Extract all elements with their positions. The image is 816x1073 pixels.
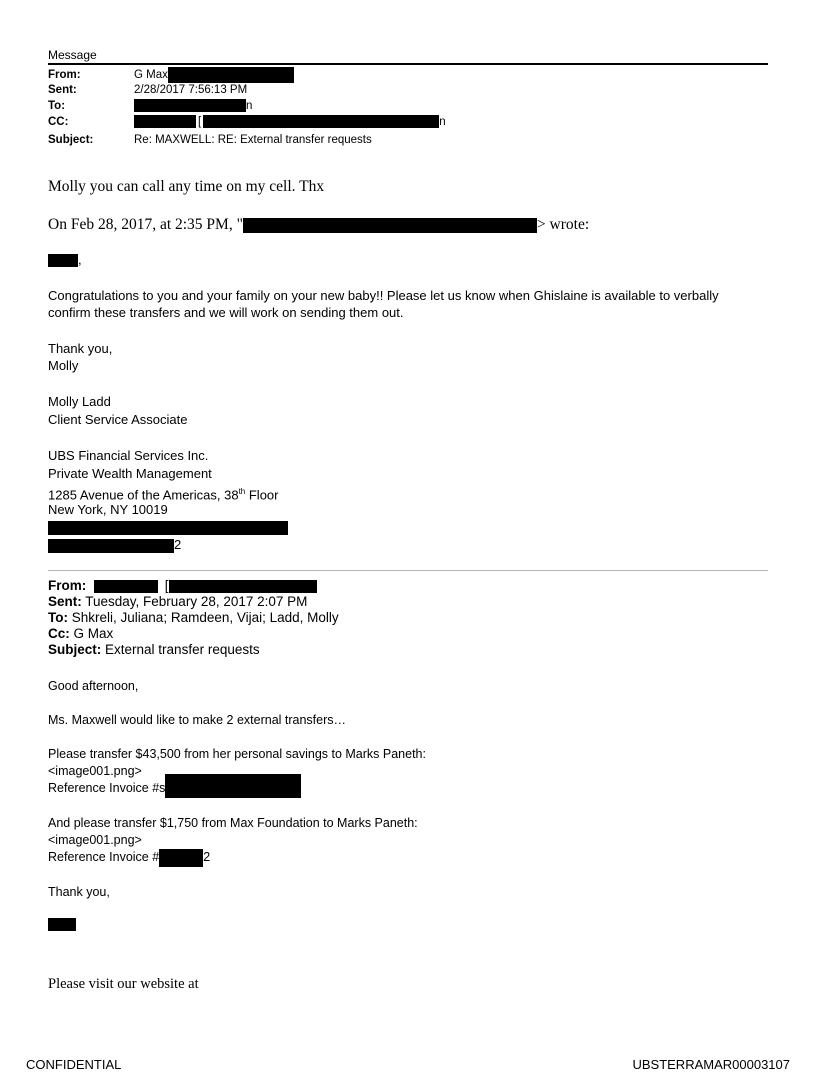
transfer-2-line: And please transfer $1,750 from Max Foundation to Marks Paneth: xyxy=(48,816,418,830)
header-to-row xyxy=(48,99,252,114)
redaction-reference-1 xyxy=(165,774,301,798)
signature-firm: UBS Financial Services Inc. xyxy=(48,448,209,463)
forward-to-value: Shkreli, Juliana; Ramdeen, Vijai; Ladd, Molly xyxy=(71,610,339,625)
forward-sent-key: Sent: xyxy=(48,594,82,609)
to-key: To: xyxy=(48,100,66,112)
reference-1-label: Reference Invoice #s xyxy=(48,781,166,795)
reply-line: Molly you can call any time on my cell. Thx xyxy=(48,178,325,195)
forward-subject-key: Subject: xyxy=(48,642,102,657)
image-2-placeholder: <image001.png> xyxy=(48,833,142,847)
footer-confidential: CONFIDENTIAL xyxy=(26,1057,122,1072)
forward-sent-value: Tuesday, February 28, 2017 2:07 PM xyxy=(85,594,308,609)
signature-title: Client Service Associate xyxy=(48,412,188,427)
from-key: From: xyxy=(48,69,81,82)
footer-bates-number: UBSTERRAMAR00003107 xyxy=(632,1057,790,1072)
redaction-email xyxy=(48,539,174,553)
forward-to-row xyxy=(48,610,339,626)
forward-bracket: [ xyxy=(164,578,169,593)
reference-2-line xyxy=(48,848,210,867)
redaction-to xyxy=(134,99,246,112)
cc-key: CC: xyxy=(48,116,69,128)
congrats-line-2: confirm these transfers and we will work on sending them out. xyxy=(48,305,404,320)
header-subject-row xyxy=(48,133,372,148)
website-line: Please visit our website at xyxy=(48,976,199,992)
quote-suffix: > wrote: xyxy=(536,216,590,233)
separator-line xyxy=(48,570,768,571)
quoted-name: Molly xyxy=(48,358,79,373)
redaction-from xyxy=(168,67,294,83)
transfer-1-line: Please transfer $43,500 from her personal savings to Marks Paneth: xyxy=(48,747,426,761)
to-tail: n xyxy=(246,100,253,112)
address-main: 1285 Avenue of the Americas, 38 xyxy=(48,487,239,503)
salutation-comma: , xyxy=(78,252,82,267)
cc-bracket: [ xyxy=(198,116,202,128)
header-cc-row xyxy=(48,115,446,130)
image-1-placeholder: <image001.png> xyxy=(48,764,142,778)
forward-cc-key: Cc: xyxy=(48,626,70,641)
subject-key: Subject: xyxy=(48,134,94,146)
forward-from-row xyxy=(48,578,317,594)
from-value: G Max xyxy=(134,69,168,82)
reference-1-line xyxy=(48,779,301,798)
header-sent-row xyxy=(48,83,247,98)
reference-2-label: Reference Invoice # xyxy=(48,850,160,864)
reference-2-tail: 2 xyxy=(203,850,211,864)
redaction-reference-2 xyxy=(159,849,203,867)
congrats-line-1: Congratulations to you and your family on your new baby!! Please let us know when Ghislaine is available to verbally xyxy=(48,288,719,303)
subject-value: Re: MAXWELL: RE: External transfer requests xyxy=(134,134,372,146)
redaction-phone xyxy=(48,521,288,535)
signature-division: Private Wealth Management xyxy=(48,466,212,481)
forward-cc-row xyxy=(48,626,113,642)
signature-name: Molly Ladd xyxy=(48,394,111,409)
redaction-signature xyxy=(48,918,76,931)
address-sup: th xyxy=(238,487,246,496)
original-thanks: Thank you, xyxy=(48,885,110,899)
redaction-salutation xyxy=(48,254,78,267)
forward-subject-row xyxy=(48,642,260,658)
sent-value: 2/28/2017 7:56:13 PM xyxy=(134,84,248,96)
quote-line xyxy=(48,216,589,234)
signature-city: New York, NY 10019 xyxy=(48,502,168,517)
header-rule xyxy=(48,63,768,65)
email-tail: 2 xyxy=(174,537,182,552)
address-floor: Floor xyxy=(245,487,279,503)
redaction-cc-2 xyxy=(203,115,439,128)
forward-from-key: From: xyxy=(48,578,87,593)
cc-tail: n xyxy=(439,116,446,128)
forward-sent-row xyxy=(48,594,307,610)
forward-cc-value: G Max xyxy=(73,626,114,641)
redacted-email-line xyxy=(48,536,181,554)
forward-subject-value: External transfer requests xyxy=(105,642,260,657)
header-from-row xyxy=(48,67,294,82)
forward-to-key: To: xyxy=(48,610,68,625)
original-greeting: Good afternoon, xyxy=(48,679,139,693)
redaction-forward-from-1 xyxy=(94,580,158,593)
quoted-thanks: Thank you, xyxy=(48,341,113,356)
quoted-salutation xyxy=(48,251,82,269)
message-label: Message xyxy=(48,48,97,62)
original-intro: Ms. Maxwell would like to make 2 external transfers… xyxy=(48,713,347,727)
quote-prefix: On Feb 28, 2017, at 2:35 PM, " xyxy=(48,216,243,233)
redaction-forward-from-2 xyxy=(169,580,317,593)
sent-key: Sent: xyxy=(48,84,77,96)
redaction-quote xyxy=(243,218,537,233)
redaction-cc-1 xyxy=(134,115,196,128)
